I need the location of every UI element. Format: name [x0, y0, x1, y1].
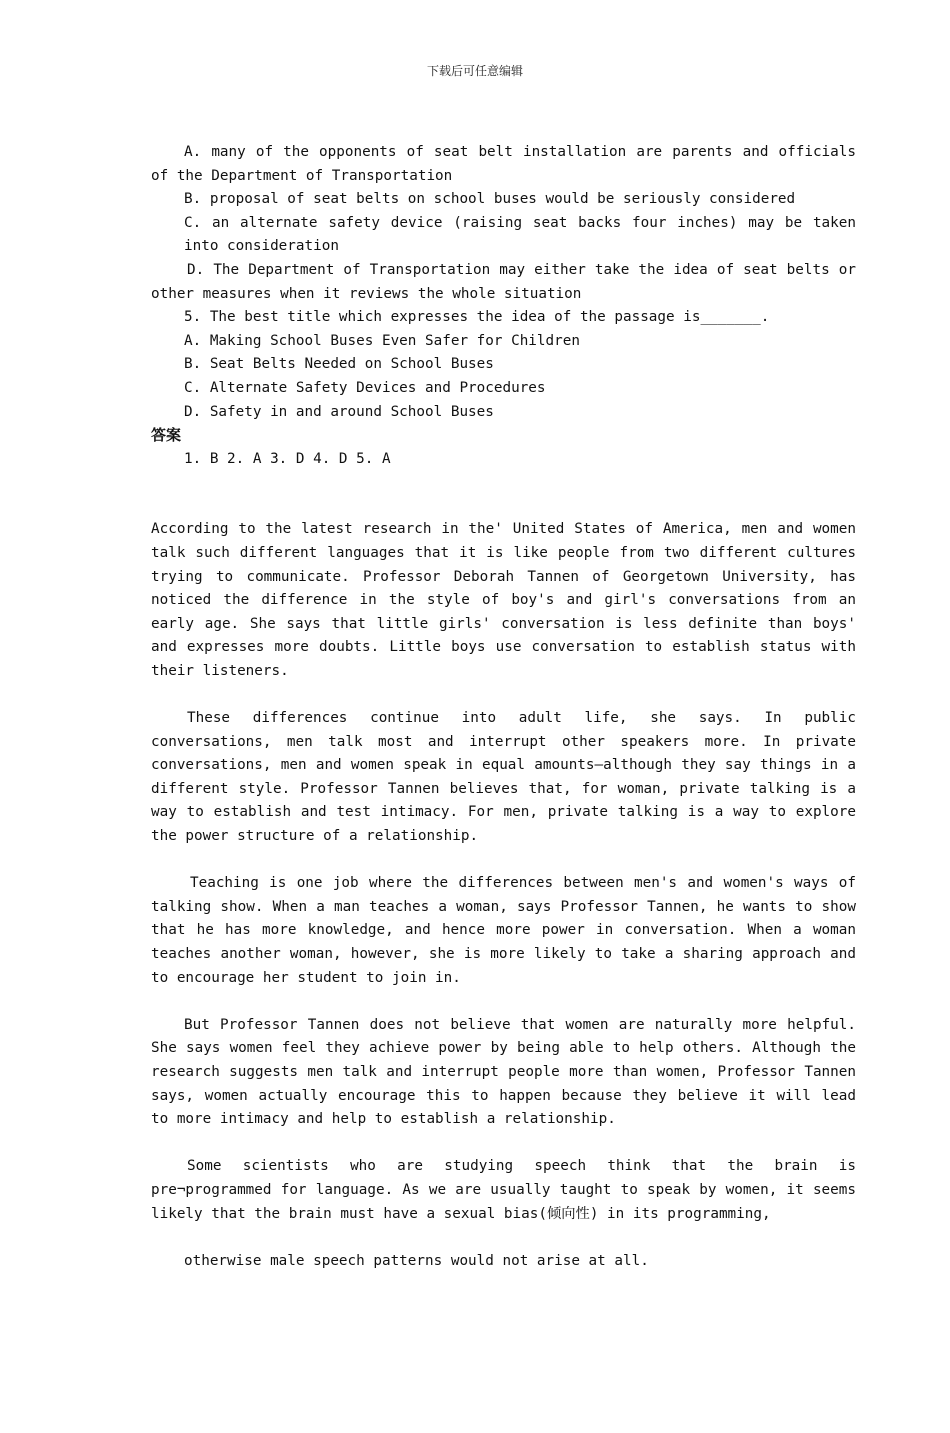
- passage-paragraph-4: But Professor Tannen does not believe that women are naturally more helpful. She says women feel they achieve power by being able to help others. Although the research suggests men talk and interrupt people more than women, Professor Tannen says, women actually encourage this to happen because they believe it will lead to more intimacy and help to establish a relationship.: [151, 1016, 856, 1128]
- answers-heading: 答案: [151, 426, 182, 445]
- q4-option-c: [151, 212, 856, 259]
- q4-option-d: [151, 259, 856, 306]
- q4-option-b: [151, 188, 856, 212]
- option-text: proposal of seat belts on school buses would be seriously considered: [209, 191, 796, 208]
- answers-text: 1. B 2. A 3. D 4. D 5. A: [184, 450, 391, 467]
- spacer: [151, 849, 856, 873]
- option-label: A.: [184, 144, 202, 160]
- q5-option-a: A. Making School Buses Even Safer for Children: [184, 332, 580, 349]
- q4-option-a: [151, 141, 856, 188]
- passage-paragraph-6: otherwise male speech patterns would not arise at all.: [184, 1252, 649, 1269]
- spacer: [151, 683, 856, 707]
- option-label: D.: [187, 261, 205, 278]
- option-label: B.: [184, 191, 202, 208]
- spacer: [151, 990, 856, 1014]
- spacer: [151, 1132, 856, 1156]
- passage-paragraph-1: According to the latest research in the' United States of America, men and women talk such different languages that it is like people from two different cultures trying to communicate. Professor Deborah Tannen of Georgetown University, has noticed the difference in the style of boy's and girl's conversations from an early age. She says that little girls' conversation is less definite than boys' and expresses more doubts. Little boys use conversation to establish status with their listeners.: [151, 521, 856, 679]
- spacer: [151, 471, 856, 518]
- passage-paragraph-3: Teaching is one job where the differences between men's and women's ways of talking show. When a man teaches a woman, says Professor Tannen, he wants to show that he has more knowledge, and hence more power in conversation. When a woman teaches another woman, however, she is more likely to take a sharing approach and to encourage her student to join in.: [151, 875, 856, 986]
- option-text: The Department of Transportation may either take the idea of seat belts or other measures when it reviews the whole situation: [151, 261, 857, 302]
- q5-option-b: B. Seat Belts Needed on School Buses: [184, 356, 494, 373]
- passage-paragraph-5: Some scientists who are studying speech think that the brain is pre¬programmed for language. As we are usually taught to speak by women, it seems likely that the brain must have a sexual bias(倾向性) in its programming,: [151, 1158, 856, 1222]
- option-text: many of the opponents of seat belt installation are parents and officials of the Department of Transportation: [151, 144, 856, 184]
- option-text: an alternate safety device (raising seat backs four inches) may be taken into consideration: [184, 214, 856, 255]
- document-body: [151, 141, 856, 1273]
- q5-option-d: D. Safety in and around School Buses: [184, 403, 494, 420]
- option-label: C.: [184, 214, 202, 231]
- page-header: 下载后可任意编辑: [426, 64, 523, 78]
- q5-stem: 5. The best title which expresses the idea of the passage is_______.: [184, 309, 770, 326]
- passage-paragraph-2: These differences continue into adult life, she says. In public conversations, men talk most and interrupt other speakers more. In private conversations, men and women speak in equal amounts—although they say things in a different style. Professor Tannen believes that, for woman, private talking is a way to establish and test intimacy. For men, private talking is a way to explore the power structure of a relationship.: [151, 710, 856, 845]
- q5-option-c: C. Alternate Safety Devices and Procedures: [184, 379, 546, 396]
- spacer: [151, 1226, 856, 1250]
